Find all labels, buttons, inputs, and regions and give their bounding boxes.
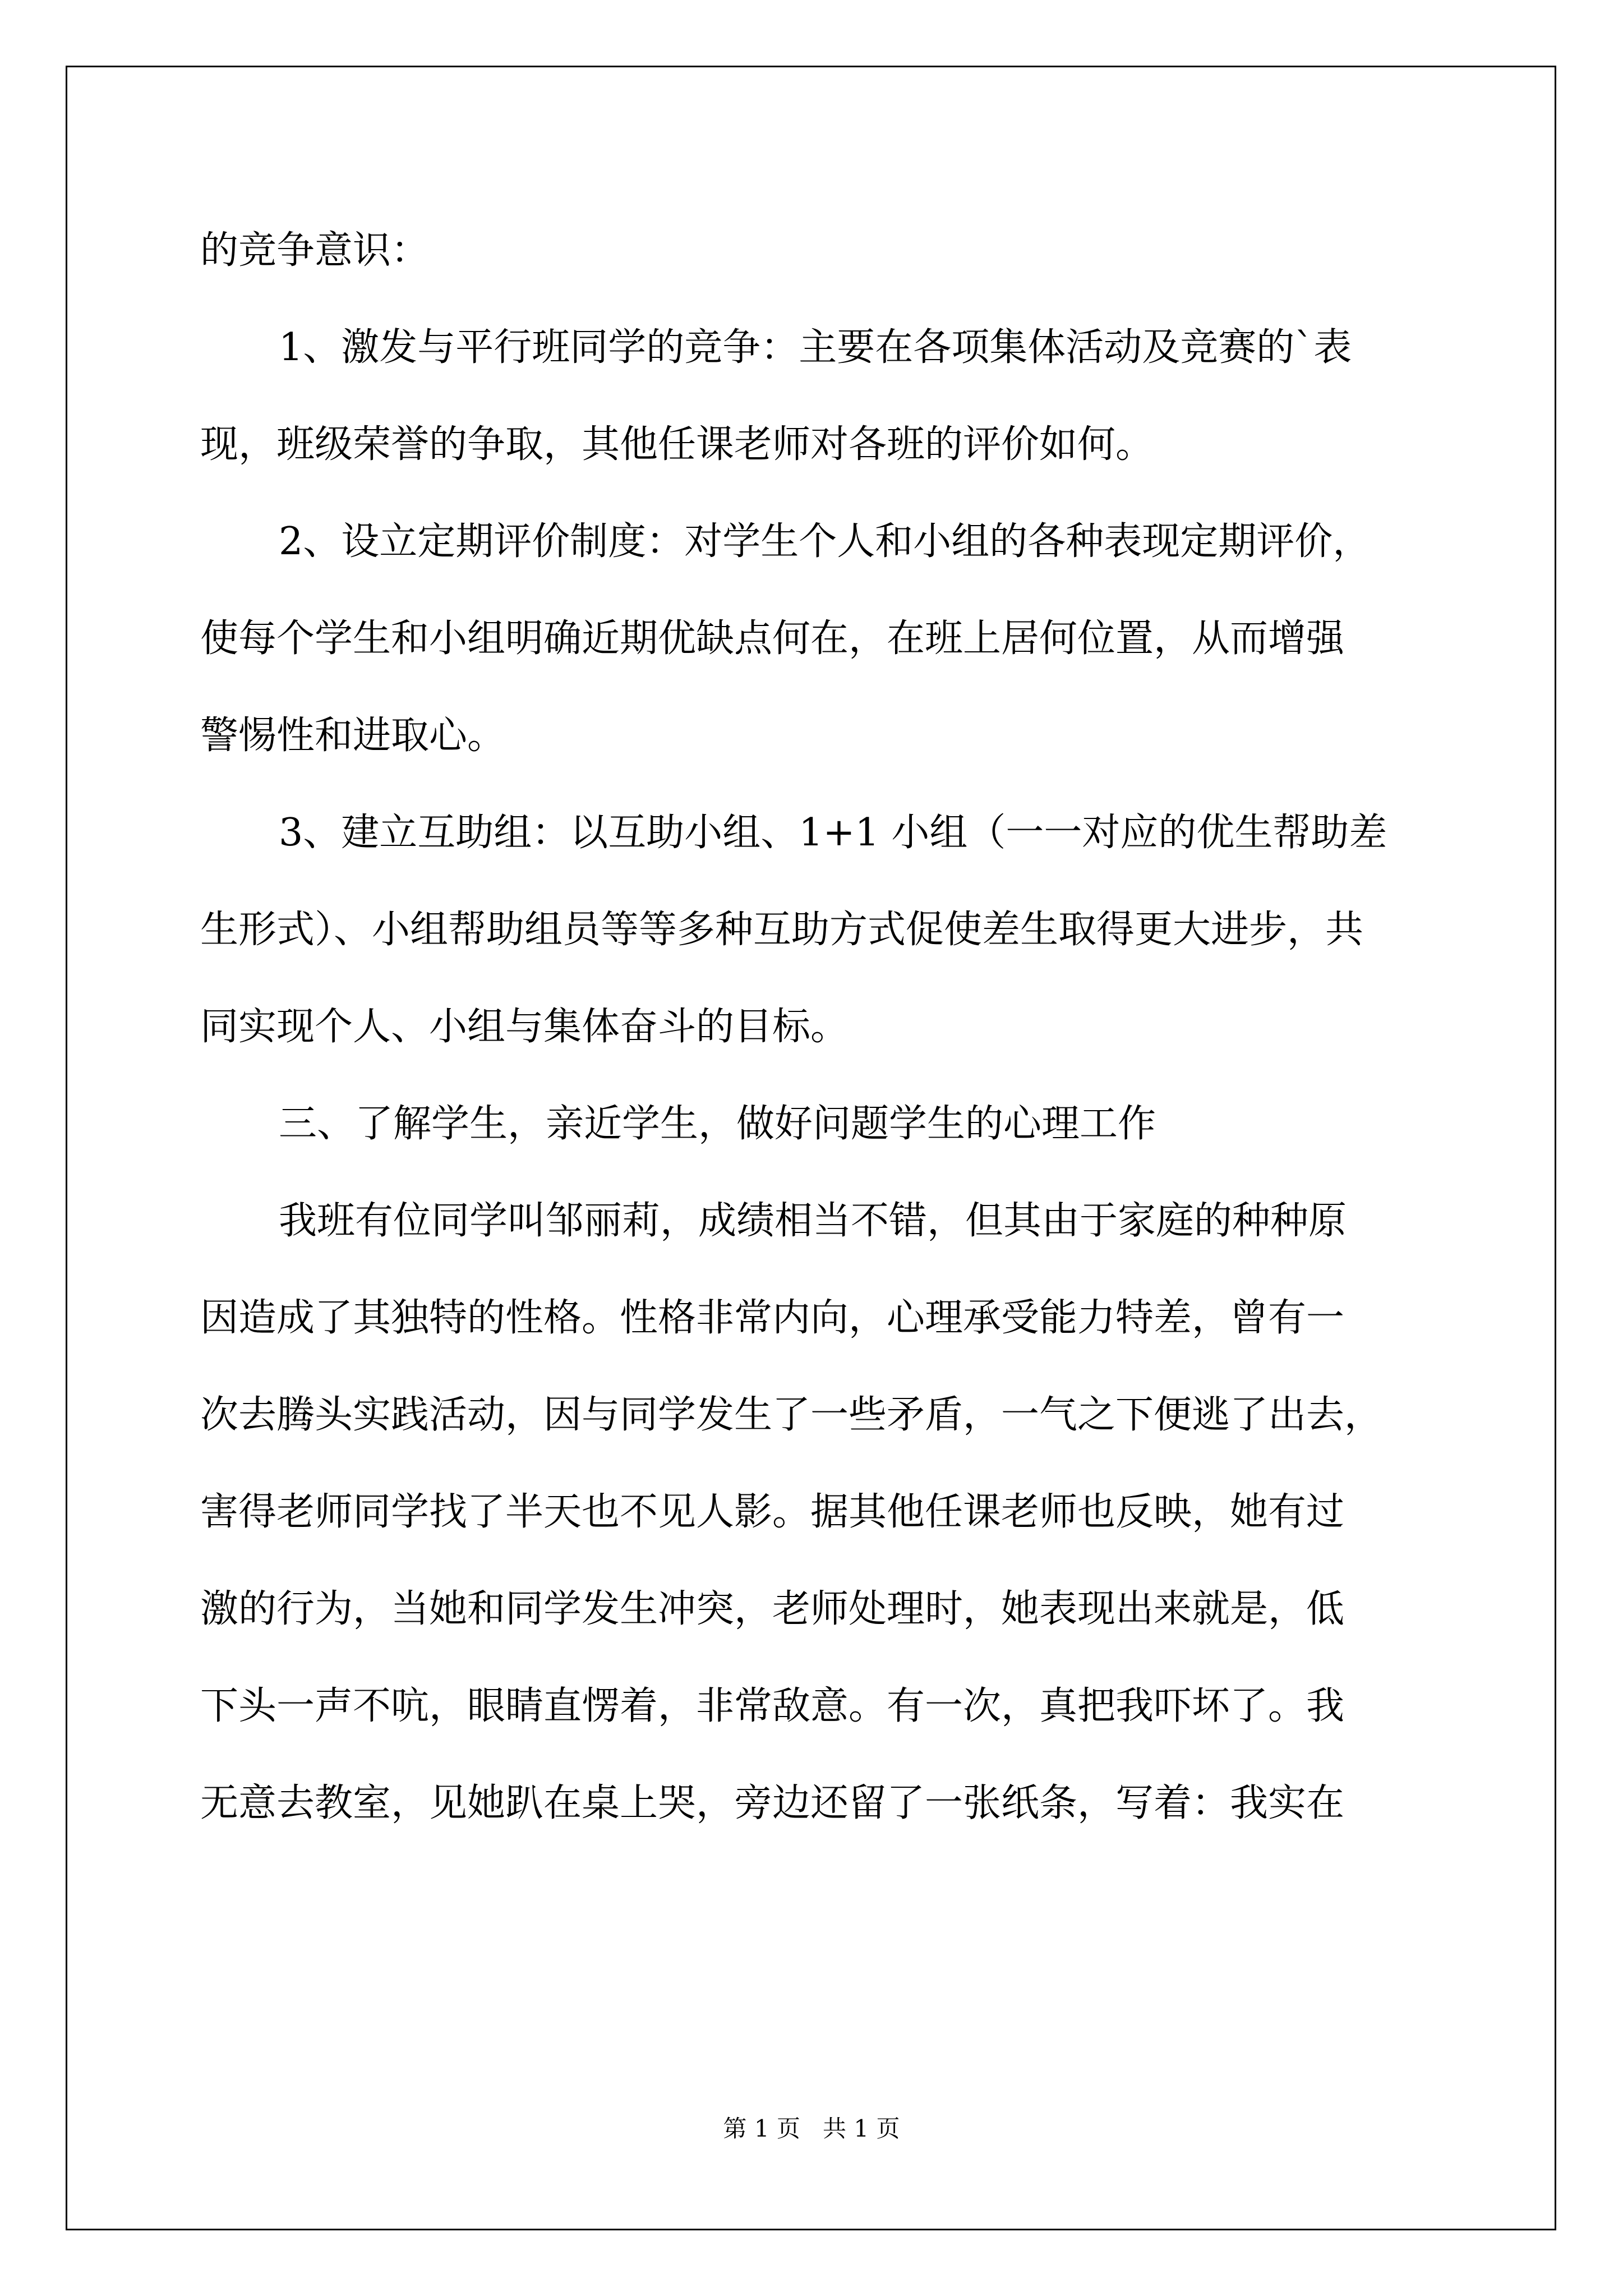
text-line: 3、建立互助组：以互助小组、1+1 小组（一一对应的优生帮助差 bbox=[279, 811, 1387, 855]
text-line: 害得老师同学找了半天也不见人影。据其他任课老师也反映，她有过 bbox=[200, 1490, 1345, 1534]
section-heading: 三、了解学生，亲近学生，做好问题学生的心理工作 bbox=[279, 1102, 1156, 1146]
text-line: 的竞争意识： bbox=[200, 228, 430, 273]
text-line: 因造成了其独特的性格。性格非常内向，心理承受能力特差，曾有一 bbox=[200, 1296, 1345, 1340]
text-line: 下头一声不吭，眼睛直愣着，非常敌意。有一次，真把我吓坏了。我 bbox=[200, 1684, 1345, 1728]
text-line: 1、激发与平行班同学的竞争：主要在各项集体活动及竞赛的`表 bbox=[279, 325, 1352, 370]
text-line: 生形式）、小组帮助组员等等多种互助方式促使差生取得更大进步，共 bbox=[200, 908, 1364, 952]
text-line: 我班有位同学叫邹丽莉，成绩相当不错，但其由于家庭的种种原 bbox=[279, 1199, 1347, 1243]
text-line: 激的行为，当她和同学发生冲突，老师处理时，她表现出来就是，低 bbox=[200, 1587, 1345, 1631]
text-line: 现，班级荣誉的争取，其他任课老师对各班的评价如何。 bbox=[200, 422, 1154, 467]
text-line: 使每个学生和小组明确近期优缺点何在，在班上居何位置，从而增强 bbox=[200, 616, 1345, 661]
document-body bbox=[200, 202, 1434, 1852]
text-line: 次去腾头实践活动，因与同学发生了一些矛盾，一气之下便逃了出去， bbox=[200, 1393, 1383, 1437]
page-number-footer: 第 1 页 共 1 页 bbox=[723, 2115, 900, 2142]
text-line: 同实现个人、小组与集体奋斗的目标。 bbox=[200, 1005, 849, 1049]
text-line: 2、设立定期评价制度：对学生个人和小组的各种表现定期评价， bbox=[279, 519, 1371, 564]
text-line: 无意去教室，见她趴在桌上哭，旁边还留了一张纸条，写着：我实在 bbox=[200, 1781, 1345, 1825]
text-line: 警惕性和进取心。 bbox=[200, 714, 506, 758]
